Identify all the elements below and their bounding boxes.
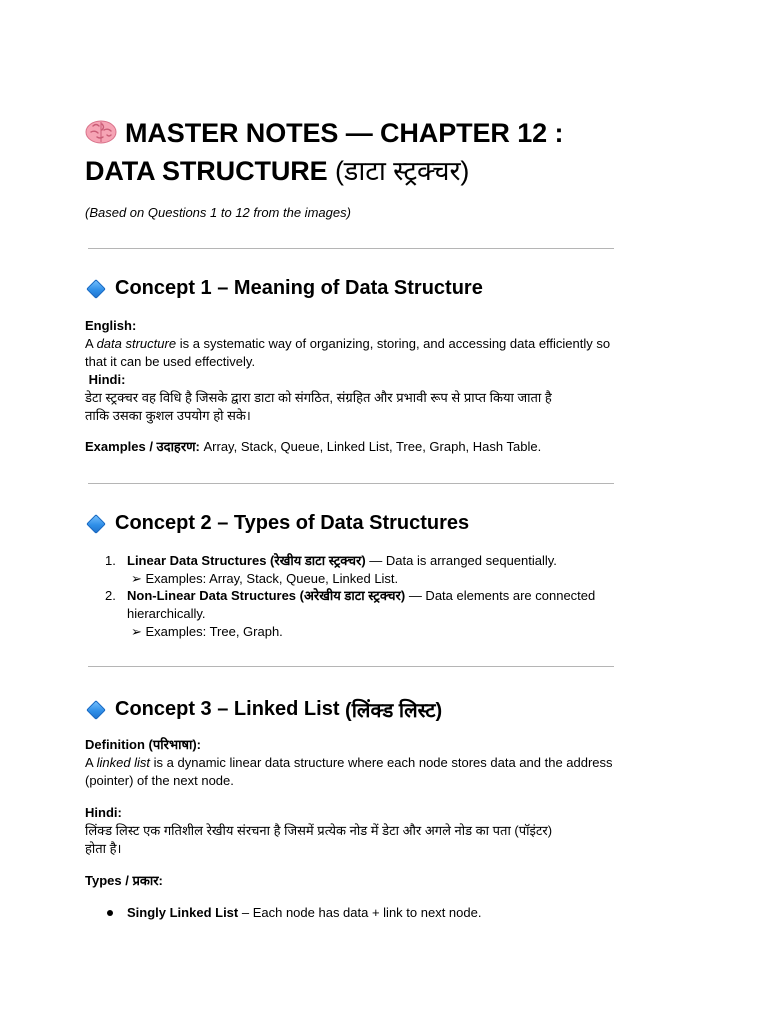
hindi-definition: लिंक्ड लिस्ट एक गतिशील रेखीय संरचना है जिसमें प्रत्येक नोड में डेटा और अगले नोड का पता (पॉइंटर) [85, 823, 553, 838]
concept-2-heading-text: Concept 2 – Types of Data Structures [115, 512, 470, 534]
concept-3-definition [85, 736, 625, 790]
concept-1-examples [85, 438, 541, 456]
hindi-definition-line-2: ताकि उसका कुशल उपयोग हो सके। [85, 408, 251, 423]
title-line-1 [85, 114, 563, 152]
concept-3-heading [85, 696, 442, 723]
types-list [85, 904, 625, 922]
concept-1-heading-text: Concept 1 – Meaning of Data Structure [115, 277, 483, 299]
list-item [85, 904, 625, 922]
blue-diamond-icon [85, 278, 107, 300]
list-number: 2. [105, 588, 116, 603]
list-item-desc: — Data elements are connected [405, 588, 596, 603]
subtitle: (Based on Questions 1 to 12 from the images) [85, 205, 351, 220]
linked-list-definition [85, 754, 625, 772]
concept-3-hindi [85, 804, 625, 858]
definition-label: Definition (परिभाषा): [85, 737, 201, 752]
linked-list-definition-line-2: (pointer) of the next node. [85, 773, 234, 788]
examples-text: Array, Stack, Queue, Linked List, Tree, Graph, Hash Table. [199, 439, 542, 454]
list-item-desc-line-2: hierarchically. [127, 606, 206, 621]
linked-list-term: linked list [96, 755, 151, 770]
list-item-examples: ➢ Examples: Tree, Graph. [131, 624, 283, 639]
english-definition [85, 335, 625, 353]
list-item-title: Non-Linear Data Structures (अरेखीय डाटा स्ट्रक्चर) [127, 588, 406, 603]
blue-diamond-icon [85, 513, 107, 535]
concept-2-heading [85, 512, 469, 535]
title-line-1-text: MASTER NOTES — CHAPTER 12 : [125, 118, 564, 148]
title-line-2 [85, 152, 563, 190]
blue-diamond-icon [85, 699, 107, 721]
list-item-examples: ➢ Examples: Array, Stack, Queue, Linked List. [131, 571, 399, 586]
english-definition-line-2: that it can be used effectively. [85, 354, 256, 369]
list-item [85, 552, 625, 570]
title-line-2-hindi: (डाटा स्ट्रक्चर) [334, 156, 470, 186]
list-item-desc: – Each node has data + link to next node. [238, 905, 482, 920]
linked-list-definition-rest: is a dynamic linear data structure where each node stores data and the address [150, 755, 613, 770]
english-definition-article: A [85, 336, 97, 351]
list-item-desc: — Data is arranged sequentially. [365, 553, 557, 568]
page-title [85, 114, 563, 190]
english-definition-term: data structure [96, 336, 177, 351]
divider [88, 666, 614, 667]
linked-list-definition-article: A [85, 755, 97, 770]
list-item-title: Singly Linked List [127, 905, 239, 920]
english-definition-rest: is a systematic way of organizing, storing, and accessing data efficiently so [176, 336, 611, 351]
hindi-label: Hindi: [85, 805, 122, 820]
divider [88, 248, 614, 249]
hindi-definition: डेटा स्ट्रक्चर वह विधि है जिसके द्वारा डाटा को संगठित, संग्रहित और प्रभावी रूप से प्राप्त किया जाता है [85, 390, 552, 405]
brain-icon [85, 118, 117, 144]
concept-3-heading-english: Concept 3 – Linked List [115, 698, 346, 720]
concept-1-heading [85, 277, 483, 300]
bullet-icon [107, 910, 113, 916]
divider [88, 483, 614, 484]
list-item [85, 587, 625, 623]
hindi-definition-line-2: होता है। [85, 841, 122, 856]
list-number: 1. [105, 553, 116, 568]
examples-label: Examples / उदाहरण: [85, 439, 200, 454]
title-line-2-english: DATA STRUCTURE [85, 156, 335, 186]
hindi-label: Hindi: [85, 372, 126, 387]
english-label: English: [85, 318, 137, 333]
concept-1-body [85, 317, 625, 425]
types-label: Types / प्रकार: [85, 873, 163, 888]
concept-2-list [85, 552, 625, 640]
concept-3-heading-hindi: (लिंक्ड लिस्ट) [345, 700, 443, 722]
list-item-title: Linear Data Structures (रेखीय डाटा स्ट्रक्चर) [127, 553, 366, 568]
